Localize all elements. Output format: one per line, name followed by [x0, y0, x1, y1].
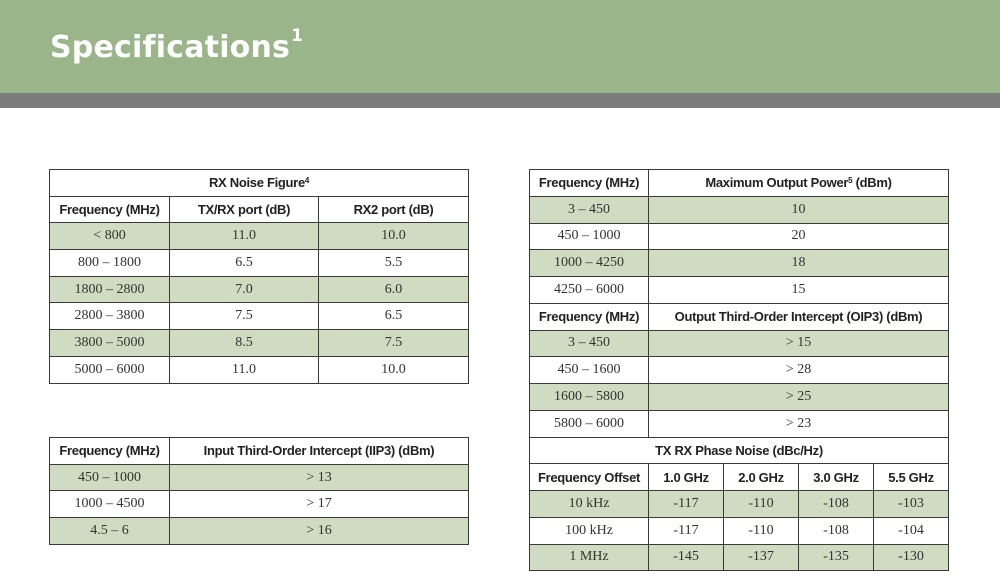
table-row [530, 384, 949, 411]
table-row [50, 518, 469, 545]
table-cell: -145 [649, 544, 724, 571]
table-row [50, 464, 469, 491]
table-cell: 18 [649, 250, 949, 277]
table-cell: > 15 [649, 330, 949, 357]
table-row [530, 330, 949, 357]
table-row [50, 356, 469, 383]
table-cell: 3 – 450 [530, 196, 649, 223]
table-cell: 3 – 450 [530, 330, 649, 357]
table-row [530, 491, 949, 518]
table-title: RX Noise Figure$^4$ [50, 170, 469, 197]
column-header: 3.0 GHz [799, 464, 874, 491]
phase-noise-title-row [530, 437, 949, 464]
header-divider-band [0, 93, 1000, 108]
table-cell: 8.5 [170, 330, 319, 357]
column-header: Frequency Offset [530, 464, 649, 491]
table-cell: 5.5 [319, 250, 469, 277]
table-cell: 6.0 [319, 276, 469, 303]
page-header [0, 0, 1000, 93]
table-row [530, 250, 949, 277]
table-cell: > 28 [649, 357, 949, 384]
column-header: Maximum Output Power$^5$ (dBm) [649, 170, 949, 197]
table-cell: -104 [874, 517, 949, 544]
max-output-power-header-row [530, 170, 949, 197]
table-cell: > 17 [170, 491, 469, 518]
table-cell: -108 [799, 517, 874, 544]
table-cell: -135 [799, 544, 874, 571]
table-cell: 10 kHz [530, 491, 649, 518]
table-cell: 1 MHz [530, 544, 649, 571]
table-cell: 11.0 [170, 223, 319, 250]
table-cell: 7.5 [170, 303, 319, 330]
table-cell: 4.5 – 6 [50, 518, 170, 545]
table-cell: 5800 – 6000 [530, 410, 649, 437]
table-cell: -130 [874, 544, 949, 571]
table-cell: > 13 [170, 464, 469, 491]
table-cell: 4250 – 6000 [530, 277, 649, 304]
table-row [50, 491, 469, 518]
table-cell: 2800 – 3800 [50, 303, 170, 330]
table-cell: 1800 – 2800 [50, 276, 170, 303]
oip3-header-row [530, 303, 949, 330]
column-header: Frequency (MHz) [530, 303, 649, 330]
page-title: Specifications$^1$ [50, 26, 304, 65]
column-header: TX/RX port (dB) [170, 196, 319, 223]
column-header: Frequency (MHz) [50, 196, 170, 223]
output-specs-table [529, 169, 949, 571]
table-row [530, 410, 949, 437]
table-row [530, 277, 949, 304]
table-cell: -110 [724, 517, 799, 544]
table-cell: -103 [874, 491, 949, 518]
table-row [530, 357, 949, 384]
column-header: 1.0 GHz [649, 464, 724, 491]
table-cell: 6.5 [319, 303, 469, 330]
table-cell: < 800 [50, 223, 170, 250]
table-row [530, 196, 949, 223]
table-row [530, 223, 949, 250]
table-row [50, 223, 469, 250]
table-header-row [50, 196, 469, 223]
table-cell: 5000 – 6000 [50, 356, 170, 383]
table-cell: 10.0 [319, 223, 469, 250]
table-cell: 1000 – 4250 [530, 250, 649, 277]
table-cell: 6.5 [170, 250, 319, 277]
table-cell: 100 kHz [530, 517, 649, 544]
table-cell: 10 [649, 196, 949, 223]
table-row [50, 250, 469, 277]
table-cell: -110 [724, 491, 799, 518]
table-row [50, 276, 469, 303]
table-cell: 3800 – 5000 [50, 330, 170, 357]
table-cell: -117 [649, 491, 724, 518]
table-cell: 15 [649, 277, 949, 304]
table-cell: 800 – 1800 [50, 250, 170, 277]
column-header: 5.5 GHz [874, 464, 949, 491]
table-cell: 1000 – 4500 [50, 491, 170, 518]
table-cell: 1600 – 5800 [530, 384, 649, 411]
table-cell: > 23 [649, 410, 949, 437]
table-row [50, 330, 469, 357]
table-cell: 20 [649, 223, 949, 250]
table-title-row [50, 170, 469, 197]
table-cell: -117 [649, 517, 724, 544]
table-cell: 450 – 1000 [530, 223, 649, 250]
table-cell: -137 [724, 544, 799, 571]
table-cell: 7.0 [170, 276, 319, 303]
table-cell: 7.5 [319, 330, 469, 357]
column-header: Frequency (MHz) [50, 438, 170, 465]
table-cell: 450 – 1600 [530, 357, 649, 384]
table-row [530, 517, 949, 544]
table-cell: 450 – 1000 [50, 464, 170, 491]
phase-noise-header-row [530, 464, 949, 491]
rx-noise-figure-table [49, 169, 469, 384]
column-header: Frequency (MHz) [530, 170, 649, 197]
page-title-footnote: 1 [291, 26, 304, 46]
table-cell: 11.0 [170, 356, 319, 383]
table-cell: -108 [799, 491, 874, 518]
column-header: 2.0 GHz [724, 464, 799, 491]
table-cell: > 16 [170, 518, 469, 545]
column-header: Output Third-Order Intercept (OIP3) (dBm) [649, 303, 949, 330]
table-row [530, 544, 949, 571]
iip3-table [49, 437, 469, 545]
table-row [50, 303, 469, 330]
table-cell: > 25 [649, 384, 949, 411]
table-title: TX RX Phase Noise (dBc/Hz) [530, 437, 949, 464]
column-header: Input Third-Order Intercept (IIP3) (dBm) [170, 438, 469, 465]
table-cell: 10.0 [319, 356, 469, 383]
column-header: RX2 port (dB) [319, 196, 469, 223]
table-header-row [50, 438, 469, 465]
